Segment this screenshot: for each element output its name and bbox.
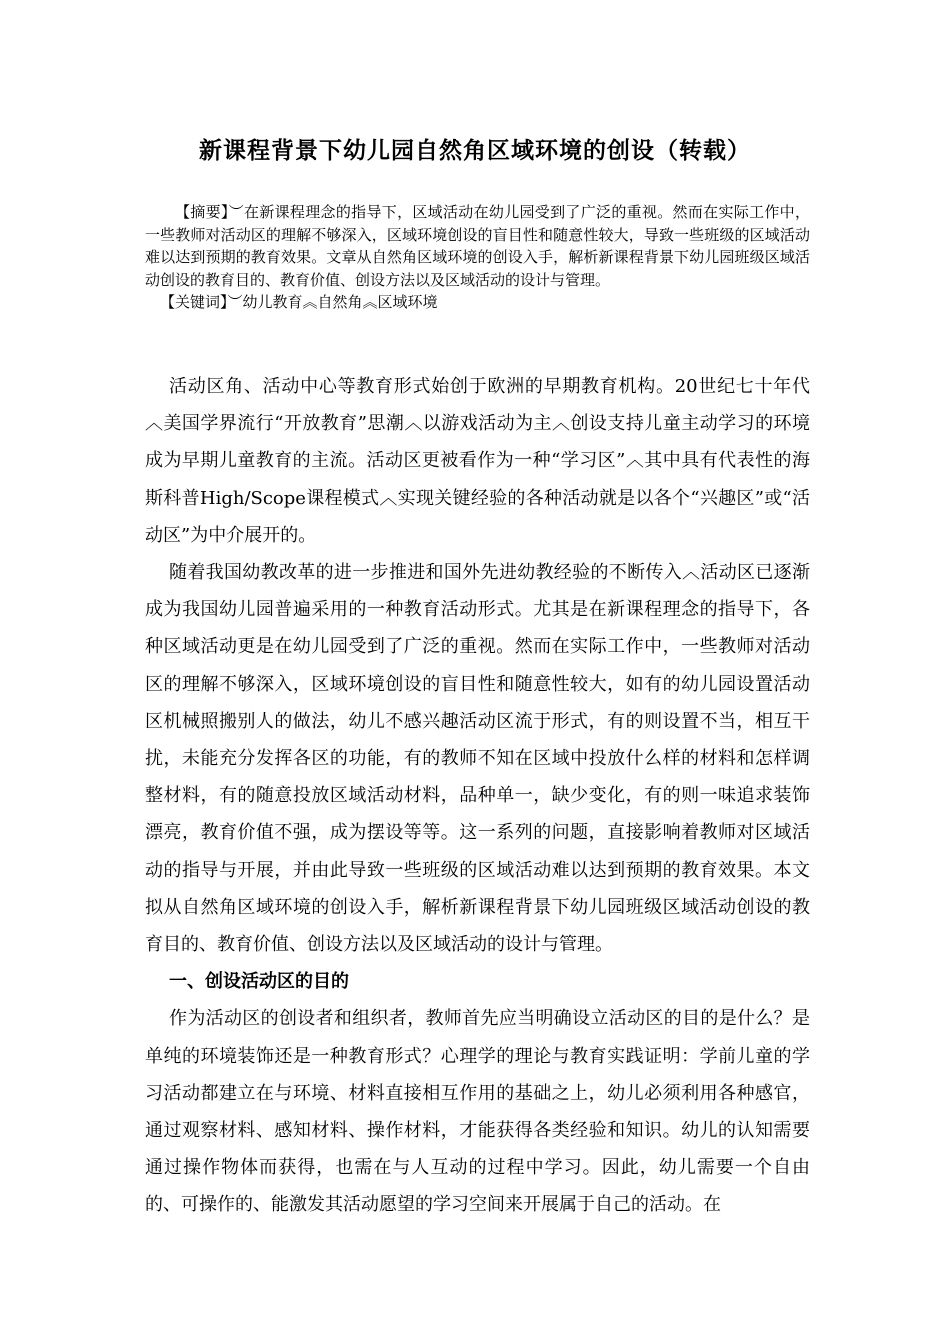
section-heading: 一、创设活动区的目的 xyxy=(169,971,349,993)
document-body xyxy=(145,368,810,1224)
body-paragraph: 作为活动区的创设者和组织者，教师首先应当明确设立活动区的目的是什么？是单纯的环境装饰还是一种教育形式？心理学的理论与教育实践证明：学前儿童的学习活动都建立在与环境、材料直接相互作用的基础之上，幼儿必须利用各种感官，通过观察材料、感知材料、操作材料，才能获得各类经验和知识。幼儿的认知需要通过操作物体而获得，也需在与人互动的过程中学习。因此，幼儿需要一个自由的、可操作的、能激发其活动愿望的学习空间来开展属于自己的活动。在 xyxy=(145,1008,810,1216)
document-title: 新课程背景下幼儿园自然角区域环境的创设（转载） xyxy=(199,138,751,164)
body-paragraph: 随着我国幼教改革的进一步推进和国外先进幼教经验的不断传入︿活动区已逐渐成为我国幼儿园普遍采用的一种教育活动形式。尤其是在新课程理念的指导下，各种区域活动更是在幼儿园受到了广泛的重视。然而在实际工作中，一些教师对活动区的理解不够深入，区域环境创设的盲目性和随意性较大，如有的幼儿园设置活动区机械照搬别人的做法，幼儿不感兴趣活动区流于形式，有的则设置不当，相互干扰，未能充分发挥各区的功能，有的教师不知在区域中投放什么样的材料和怎样调整材料，有的随意投放区域活动材料，品种单一，缺少变化，有的则一味追求装饰漂亮，教育价值不强，成为摆设等等。这一系列的问题，直接影响着教师对区域活动的指导与开展，并由此导致一些班级的区域活动难以达到预期的教育效果。本文拟从自然角区域环境的创设入手，解析新课程背景下幼儿园班级区域活动创设的教育目的、教育价值、创设方法以及区域活动的设计与管理。 xyxy=(145,562,810,956)
keywords-text: 【关键词】︶幼儿教育︽自然角︽区域环境 xyxy=(160,293,438,311)
body-paragraph: 活动区角、活动中心等教育形式始创于欧洲的早期教育机构。20世纪七十年代︿美国学界流行“开放教育”思潮︿以游戏活动为主︿创设支持儿童主动学习的环境成为早期儿童教育的主流。活动区更被看作为一种“学习区”︿其中具有代表性的海斯科普High/Scope课程模式︿实现关键经验的各种活动就是以各个“兴趣区”或“活动区”为中介展开的。 xyxy=(145,376,810,546)
abstract-block xyxy=(145,201,810,314)
abstract-text: 【摘要】︶在新课程理念的指导下，区域活动在幼儿园受到了广泛的重视。然而在实际工作中，一些教师对活动区的理解不够深入，区域环境创设的盲目性和随意性较大，导致一些班级的区域活动难以达到预期的教育效果。文章从自然角区域环境的创设入手，解析新课程背景下幼儿园班级区域活动创设的教育目的、教育价值、创设方法以及区域活动的设计与管理。 xyxy=(145,203,810,289)
